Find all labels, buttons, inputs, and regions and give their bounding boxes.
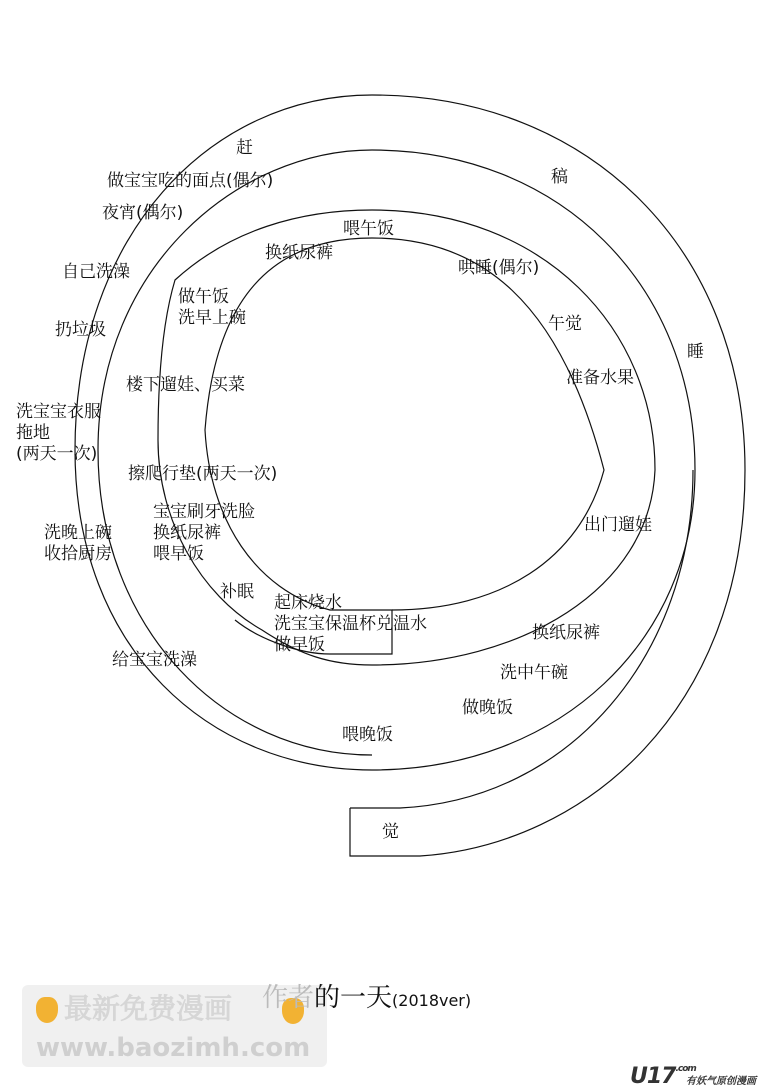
label-huan-2: 换纸尿裤 bbox=[532, 623, 600, 643]
label-xi-zhongwu: 洗中午碗 bbox=[500, 663, 568, 683]
u17-slogan: 有妖气原创漫画 bbox=[686, 1076, 756, 1087]
label-gan: 赶 bbox=[236, 138, 253, 158]
label-wei-wanfan: 喂晚饭 bbox=[342, 725, 393, 745]
label-xi-wanwan: 洗晚上碗 收拾厨房 bbox=[44, 523, 112, 564]
title-faded: 作者 bbox=[262, 983, 315, 1013]
title-main: 的一天 bbox=[314, 983, 393, 1013]
label-zi-xizao: 自己洗澡 bbox=[62, 262, 130, 282]
label-zuo-wufan: 做午饭 洗早上碗 bbox=[178, 287, 246, 328]
label-yexiao: 夜宵(偶尔) bbox=[102, 203, 184, 223]
label-reng-laji: 扔垃圾 bbox=[55, 320, 106, 340]
label-gao: 稿 bbox=[551, 167, 568, 187]
u17-logo: $U17^{.com}$ bbox=[630, 1064, 696, 1089]
label-hong-shui: 哄睡(偶尔) bbox=[458, 258, 540, 278]
label-zuo-dianxin: 做宝宝吃的面点(偶尔) bbox=[107, 171, 274, 191]
label-capa: 擦爬行垫(两天一次) bbox=[128, 464, 278, 484]
label-zhunbei-shuiguo: 准备水果 bbox=[566, 368, 634, 388]
label-huan-1: 换纸尿裤 bbox=[265, 243, 333, 263]
label-shui: 睡 bbox=[687, 342, 704, 362]
watermark-line1: 最新免费漫画 bbox=[36, 992, 232, 1026]
pointing-hand-icon bbox=[36, 997, 58, 1023]
label-buxian: 补眠 bbox=[220, 582, 254, 602]
page-title bbox=[262, 982, 471, 1017]
label-gei-xizao: 给宝宝洗澡 bbox=[112, 650, 197, 670]
watermark-line2[interactable]: www.baozimh.com bbox=[36, 1033, 311, 1063]
label-jue: 觉 bbox=[382, 822, 399, 842]
label-zuo-wanfan: 做晚饭 bbox=[462, 698, 513, 718]
label-shuaya: 宝宝刷牙洗脸 换纸尿裤 喂早饭 bbox=[153, 502, 255, 564]
title-year: (2018ver) bbox=[392, 991, 472, 1010]
label-chumen: 出门遛娃 bbox=[584, 515, 652, 535]
label-wujiao: 午觉 bbox=[548, 314, 582, 334]
label-wei-wufan: 喂午饭 bbox=[343, 219, 394, 239]
label-xi-yifu: 洗宝宝衣服 拖地 (两天一次) bbox=[16, 402, 101, 464]
label-louxia: 楼下遛娃、买菜 bbox=[126, 375, 245, 395]
label-qichuang: 起床烧水 洗宝宝保温杯兑温水 做早饭 bbox=[274, 593, 427, 655]
inner-loop-right bbox=[372, 238, 604, 610]
